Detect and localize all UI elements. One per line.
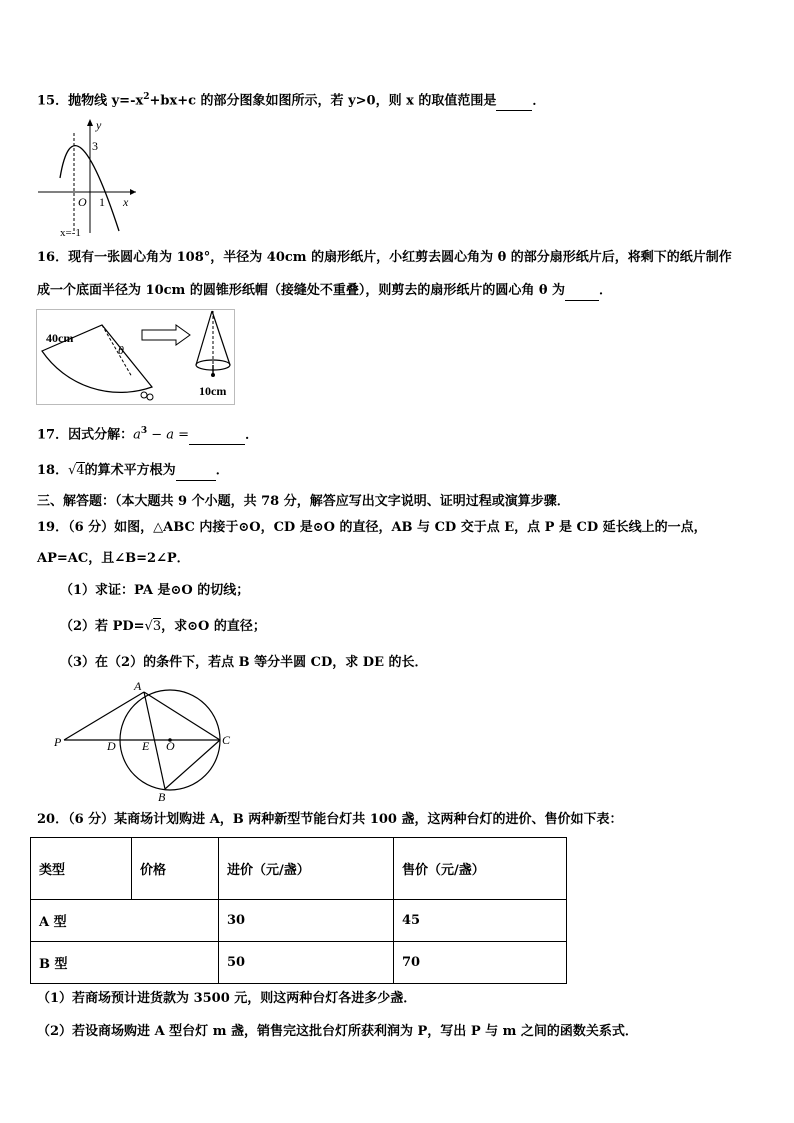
q15-fig-xeq: x=-1	[60, 227, 81, 238]
q15-text-before: 抛物线 y=-x	[68, 93, 144, 109]
q19-sqrt-symbol: √	[144, 619, 153, 634]
q19-part2-radicand: 3	[152, 619, 162, 634]
q18-end: ．	[215, 463, 229, 478]
q20-price-table	[30, 837, 567, 984]
q19-part2	[60, 618, 266, 636]
q19-circle-figure	[52, 678, 242, 802]
q19-line2: AP=AC，且∠B=2∠P．	[37, 551, 190, 566]
q16-fig-base: 10cm	[199, 384, 227, 398]
q18-answer-blank[interactable]	[176, 462, 216, 481]
section3-heading: 三、解答题：（本大题共 9 个小题，共 78 分，解答应写出文字说明、证明过程或演算步骤．	[37, 494, 570, 509]
q19-part3: （3）在（2）的条件下，若点 B 等分半圆 CD，求 DE 的长．	[60, 655, 428, 670]
q17-question	[37, 422, 258, 445]
q17-expr-b: − a =	[147, 427, 190, 443]
q17-expr-a: a	[133, 427, 141, 443]
q19-fig-E: E	[142, 739, 150, 753]
q17-end: ．	[245, 427, 259, 443]
q19-part2-a: （2）若 PD=	[60, 619, 145, 634]
q18-question	[37, 462, 229, 481]
table-row	[31, 942, 567, 984]
q16-line1: 16．现有一张圆心角为 108°，半径为 40cm 的扇形纸片，小红剪去圆心角为 θ 的部分扇形纸片后，将剩下的纸片制作	[37, 250, 732, 265]
q15-text-after: +bx+c 的部分图象如图所示，若 y>0，则 x 的取值范围是	[149, 93, 497, 109]
q15-exponent: 2	[143, 92, 150, 102]
q17-label: 17．因式分解：	[37, 427, 134, 443]
q15-parabola-figure	[36, 113, 146, 238]
q20-part2: （2）若设商场购进 A 型台灯 m 盏，销售完这批台灯所获利润为 P，写出 P 与 m 之间的函数关系式．	[37, 1024, 638, 1039]
q19-fig-A: A	[134, 679, 142, 693]
q15-fig-one: 1	[99, 195, 105, 209]
q15-question	[37, 88, 545, 111]
table-cell-type: A 型	[31, 900, 219, 942]
table-header-row	[31, 838, 567, 900]
q15-end: ．	[532, 93, 546, 109]
q18-text: 的算术平方根为	[84, 463, 176, 478]
q19-fig-P: P	[54, 735, 62, 749]
table-row	[31, 900, 567, 942]
q19-fig-C: C	[222, 733, 231, 747]
q20-part1: （1）若商场预计进货款为 3500 元，则这两种台灯各进多少盏．	[37, 991, 417, 1006]
q15-fig-y: y	[96, 118, 102, 132]
table-cell-sale: 70	[394, 942, 567, 984]
table-cell-type: B 型	[31, 942, 219, 984]
q17-answer-blank[interactable]	[189, 426, 245, 445]
q19-fig-B: B	[158, 790, 166, 802]
q16-line2	[37, 282, 612, 301]
q18-label: 18．	[37, 463, 69, 478]
q16-end: ．	[599, 283, 613, 298]
q18-radicand: 4	[76, 463, 85, 478]
q16-line2-text: 成一个底面半径为 10cm 的圆锥形纸帽（接缝处不重叠），则剪去的扇形纸片的圆心角 θ 为	[37, 283, 566, 298]
q19-fig-O: O	[166, 739, 175, 753]
table-header-cost: 进价（元/盏）	[219, 838, 394, 900]
q16-fig-radius: 40cm	[46, 331, 74, 345]
q16-answer-blank[interactable]	[565, 282, 599, 301]
table-header-type: 类型	[31, 838, 132, 900]
q19-part2-b: ，求⊙O 的直径；	[161, 619, 266, 634]
q15-label: 15．	[37, 93, 69, 109]
q16-sector-cone-figure	[36, 309, 236, 405]
table-header-price: 价格	[132, 838, 219, 900]
table-cell-sale: 45	[394, 900, 567, 942]
q17-exponent: 3	[140, 426, 148, 436]
table-header-sale: 售价（元/盏）	[394, 838, 567, 900]
q18-sqrt-symbol: √	[68, 463, 77, 478]
q15-answer-blank[interactable]	[496, 92, 532, 111]
q19-fig-D: D	[107, 739, 116, 753]
table-cell-cost: 30	[219, 900, 394, 942]
q16-fig-theta: θ	[118, 343, 124, 357]
q15-fig-origin: O	[78, 195, 87, 209]
q15-fig-x: x	[123, 195, 129, 209]
q19-line1: 19．（6 分）如图，△ABC 内接于⊙O，CD 是⊙O 的直径，AB 与 CD 交于点 E，点 P 是 CD 延长线上的一点，	[37, 520, 707, 535]
q15-fig-three: 3	[92, 139, 98, 153]
q20-line1: 20．（6 分）某商场计划购进 A，B 两种新型节能台灯共 100 盏，这两种台灯的进价、售价如下表：	[37, 812, 623, 827]
q19-part1: （1）求证：PA 是⊙O 的切线；	[60, 583, 250, 598]
table-cell-cost: 50	[219, 942, 394, 984]
